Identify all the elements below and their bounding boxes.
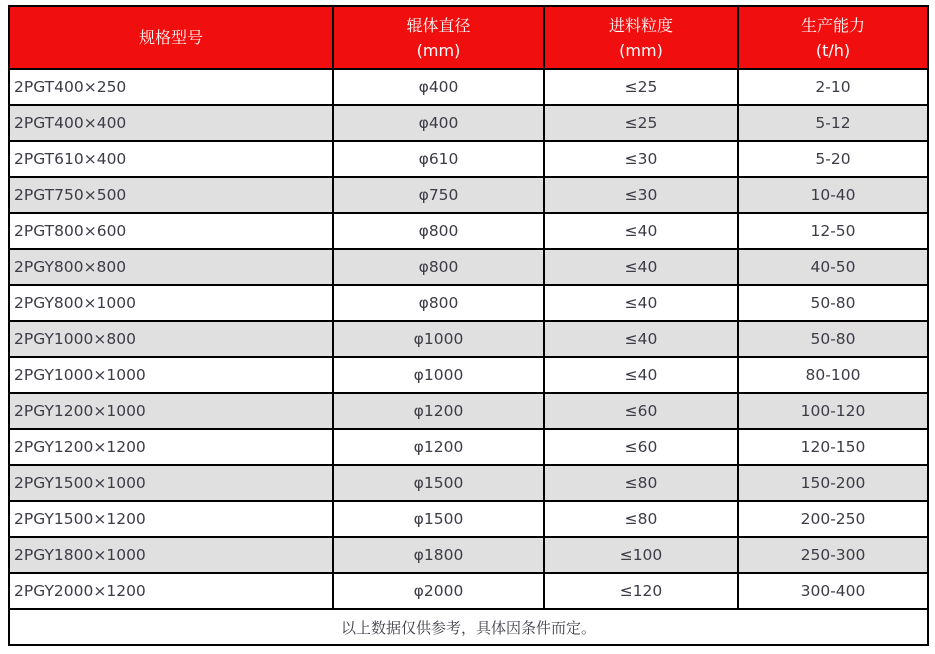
roller-diameter-cell: φ1200 — [333, 393, 544, 429]
table-row — [9, 537, 928, 573]
feed-size-cell: ≤80 — [544, 465, 738, 501]
capacity-cell: 12-50 — [738, 213, 928, 249]
header-roller-diameter-label: 辊体直径 — [406, 15, 471, 35]
model-cell: 2PGT750×500 — [9, 177, 333, 213]
table-row — [9, 249, 928, 285]
roller-diameter-cell: φ2000 — [333, 573, 544, 609]
feed-size-cell: ≤100 — [544, 537, 738, 573]
header-capacity — [738, 6, 928, 69]
roller-diameter-cell: φ1000 — [333, 357, 544, 393]
header-model-label: 规格型号 — [138, 27, 203, 47]
capacity-cell: 40-50 — [738, 249, 928, 285]
feed-size-cell: ≤120 — [544, 573, 738, 609]
table-row — [9, 141, 928, 177]
header-roller-diameter — [333, 6, 544, 69]
header-feed-size — [544, 6, 738, 69]
model-cell: 2PGT400×250 — [9, 69, 333, 105]
table-row — [9, 357, 928, 393]
feed-size-cell: ≤40 — [544, 285, 738, 321]
table-row — [9, 393, 928, 429]
spec-table — [8, 5, 929, 646]
header-capacity-unit: (t/h) — [815, 40, 851, 60]
feed-size-cell: ≤25 — [544, 69, 738, 105]
capacity-cell: 80-100 — [738, 357, 928, 393]
feed-size-cell: ≤25 — [544, 105, 738, 141]
capacity-cell: 5-12 — [738, 105, 928, 141]
table-row — [9, 429, 928, 465]
spec-table-body — [9, 69, 928, 609]
model-cell: 2PGT800×600 — [9, 213, 333, 249]
capacity-cell: 10-40 — [738, 177, 928, 213]
roller-diameter-cell: φ800 — [333, 213, 544, 249]
capacity-cell: 150-200 — [738, 465, 928, 501]
capacity-cell: 5-20 — [738, 141, 928, 177]
capacity-cell: 250-300 — [738, 537, 928, 573]
capacity-cell: 100-120 — [738, 393, 928, 429]
roller-diameter-cell: φ750 — [333, 177, 544, 213]
roller-diameter-cell: φ1800 — [333, 537, 544, 573]
table-row — [9, 213, 928, 249]
header-row — [9, 6, 928, 69]
feed-size-cell: ≤40 — [544, 357, 738, 393]
model-cell: 2PGY1000×1000 — [9, 357, 333, 393]
table-row — [9, 177, 928, 213]
model-cell: 2PGY1200×1200 — [9, 429, 333, 465]
table-row — [9, 573, 928, 609]
roller-diameter-cell: φ800 — [333, 285, 544, 321]
model-cell: 2PGY1200×1000 — [9, 393, 333, 429]
capacity-cell: 50-80 — [738, 321, 928, 357]
roller-diameter-cell: φ400 — [333, 69, 544, 105]
capacity-cell: 300-400 — [738, 573, 928, 609]
capacity-cell: 50-80 — [738, 285, 928, 321]
model-cell: 2PGT610×400 — [9, 141, 333, 177]
table-row — [9, 321, 928, 357]
feed-size-cell: ≤80 — [544, 501, 738, 537]
roller-diameter-cell: φ1500 — [333, 501, 544, 537]
header-model — [9, 6, 333, 69]
header-capacity-label: 生产能力 — [800, 15, 865, 35]
capacity-cell: 120-150 — [738, 429, 928, 465]
table-row — [9, 69, 928, 105]
feed-size-cell: ≤60 — [544, 393, 738, 429]
model-cell: 2PGY800×800 — [9, 249, 333, 285]
roller-diameter-cell: φ800 — [333, 249, 544, 285]
feed-size-cell: ≤30 — [544, 177, 738, 213]
feed-size-cell: ≤40 — [544, 213, 738, 249]
table-footer — [9, 609, 928, 645]
table-row — [9, 285, 928, 321]
footer-row — [9, 609, 928, 645]
feed-size-cell: ≤40 — [544, 321, 738, 357]
model-cell: 2PGT400×400 — [9, 105, 333, 141]
model-cell: 2PGY1500×1200 — [9, 501, 333, 537]
model-cell: 2PGY800×1000 — [9, 285, 333, 321]
roller-diameter-cell: φ1000 — [333, 321, 544, 357]
feed-size-cell: ≤30 — [544, 141, 738, 177]
footer-note: 以上数据仅供参考，具体因条件而定。 — [9, 609, 928, 645]
header-roller-diameter-unit: (mm) — [416, 40, 461, 60]
model-cell: 2PGY1800×1000 — [9, 537, 333, 573]
roller-diameter-cell: φ1200 — [333, 429, 544, 465]
model-cell: 2PGY1500×1000 — [9, 465, 333, 501]
table-row — [9, 465, 928, 501]
feed-size-cell: ≤40 — [544, 249, 738, 285]
header-feed-size-label: 进料粒度 — [608, 15, 673, 35]
model-cell: 2PGY2000×1200 — [9, 573, 333, 609]
model-cell: 2PGY1000×800 — [9, 321, 333, 357]
feed-size-cell: ≤60 — [544, 429, 738, 465]
capacity-cell: 2-10 — [738, 69, 928, 105]
table-row — [9, 501, 928, 537]
roller-diameter-cell: φ610 — [333, 141, 544, 177]
capacity-cell: 200-250 — [738, 501, 928, 537]
roller-diameter-cell: φ400 — [333, 105, 544, 141]
table-header — [9, 6, 928, 69]
header-feed-size-unit: (mm) — [619, 40, 663, 60]
table-row — [9, 105, 928, 141]
roller-diameter-cell: φ1500 — [333, 465, 544, 501]
